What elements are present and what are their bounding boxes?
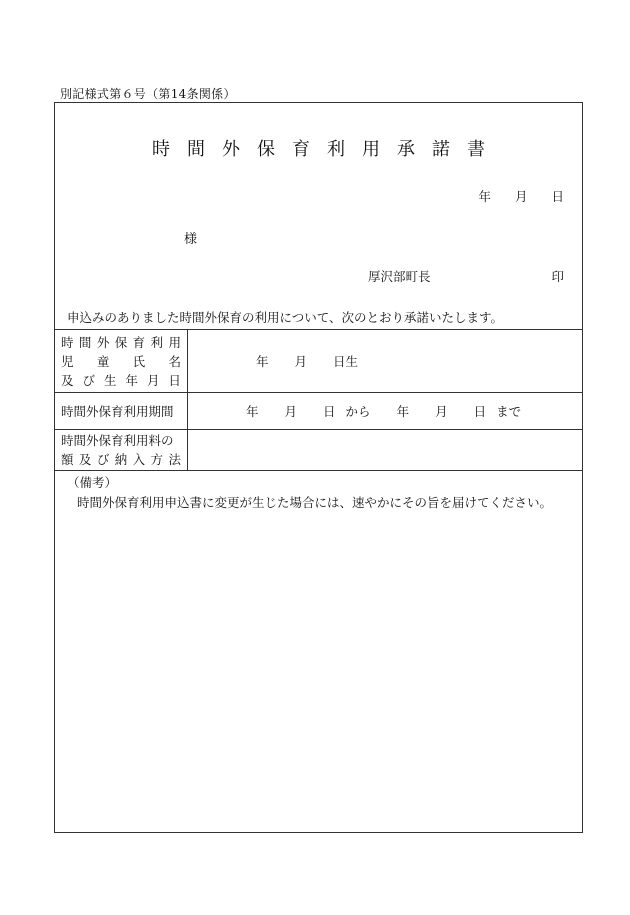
date-month: 月 — [514, 189, 528, 204]
date-day: 日 — [551, 189, 564, 204]
addressee-suffix: 様 — [184, 232, 198, 247]
seal-mark: 印 — [551, 269, 564, 284]
approval-table — [54, 329, 583, 471]
table-row — [55, 330, 583, 393]
intro-text: 申込みのありました時間外保育の利用について、次のとおり承諾いたします。 — [67, 310, 504, 325]
document-title: 時間外保育利用承諾書 — [152, 139, 502, 160]
birth-date-field[interactable]: 年 月 日生 — [188, 330, 583, 393]
period-label: 時間外保育利用期間 — [55, 393, 188, 430]
table-row — [55, 430, 583, 471]
fee-label: 時間外保育利用料の 額 及 び 納 入 方 法 — [55, 430, 188, 471]
issue-date — [478, 187, 564, 205]
date-year: 年 — [478, 189, 491, 204]
issuer-name: 厚沢部町長 — [368, 269, 431, 284]
notes-heading: （備考） — [67, 475, 118, 490]
form-number: 別記様式第６号（第14条関係） — [60, 87, 236, 101]
period-field[interactable]: 年 月 日 から 年 月 日 まで — [188, 393, 583, 430]
form-frame — [54, 102, 583, 833]
table-row — [55, 393, 583, 430]
notes-body: 時間外保育利用申込書に変更が生じた場合には、速やかにその旨を届けてください。 — [77, 495, 553, 510]
child-label: 時 間 外 保 育 利 用 児 童 氏 名 及 び 生 年 月 日 — [55, 330, 188, 393]
fee-field[interactable] — [188, 430, 583, 471]
